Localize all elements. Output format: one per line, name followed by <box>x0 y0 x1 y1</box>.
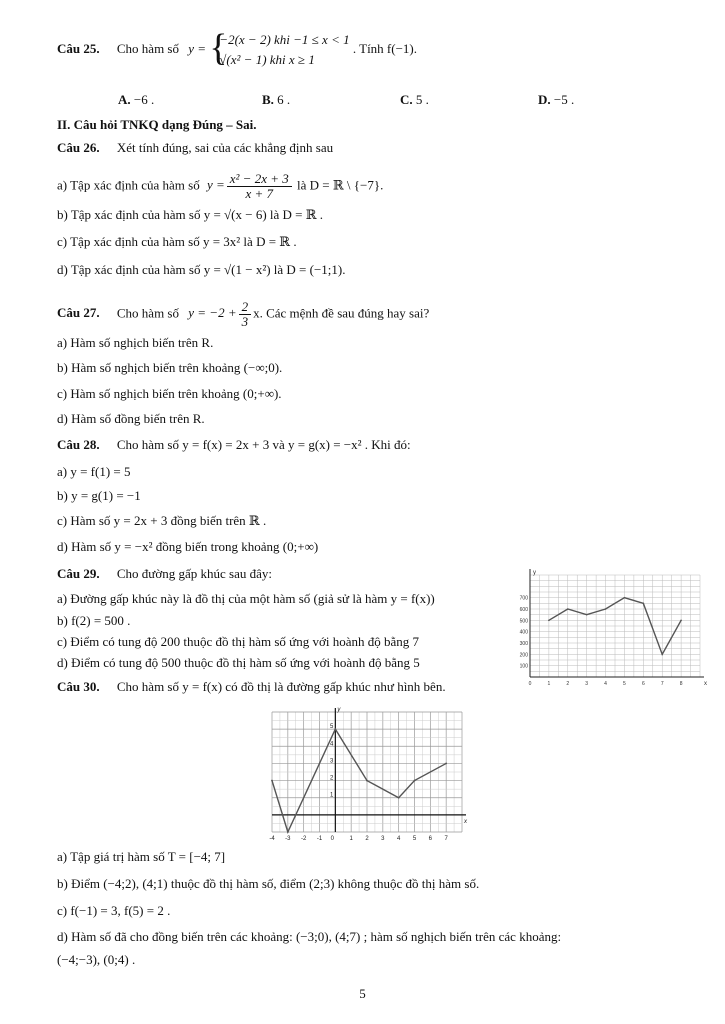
x-tick-label: 0 <box>528 681 532 687</box>
data-point <box>680 620 682 622</box>
q25-option-a: A. −6 . <box>118 92 155 107</box>
q28-label: Câu 28. <box>57 437 100 452</box>
x-tick-label: 4 <box>604 681 607 687</box>
q26-d: d) Tập xác định của hàm số y = √(1 − x²) là D = (−1;1). <box>57 262 346 277</box>
q29-line <box>57 566 272 582</box>
data-point <box>398 797 400 799</box>
q27-d: d) Hàm số đồng biến trên R. <box>57 411 205 426</box>
y-tick-label: 400 <box>519 629 528 636</box>
y-tick-label: 4 <box>329 741 334 748</box>
x-tick-label: -3 <box>285 836 291 842</box>
q28-line <box>57 437 411 453</box>
y-tick-label: 5 <box>329 724 334 731</box>
x-tick-label: -4 <box>269 836 275 842</box>
y-tick-label: 200 <box>519 652 528 659</box>
q26-intro: Xét tính đúng, sai của các khẳng định sau <box>116 140 334 155</box>
q30-line <box>57 679 446 695</box>
x-tick-label: 1 <box>547 681 551 687</box>
q30-c: c) f(−1) = 3, f(5) = 2 . <box>57 903 171 918</box>
x-tick-label: 2 <box>566 681 570 687</box>
x-tick-label: 0 <box>330 836 335 842</box>
q29-c: c) Điểm có tung độ 200 thuộc đồ thị hàm số ứng với hoành độ bằng 7 <box>57 634 419 649</box>
q27-fraction: $\frac{2}{3}$ <box>239 300 252 329</box>
q26-label: Câu 26. <box>57 140 100 155</box>
q26-line <box>57 140 333 156</box>
q25-label: Câu 25. <box>57 40 100 56</box>
q29-b: b) f(2) = 500 . <box>57 613 131 628</box>
q30-chart <box>264 704 472 842</box>
q28-a: a) y = f(1) = 5 <box>57 464 131 479</box>
q27-b: b) Hàm số nghịch biến trên khoảng (−∞;0). <box>57 360 283 375</box>
q30-b: b) Điểm (−4;2), (4;1) thuộc đồ thị hàm số, điểm (2;3) không thuộc đồ thị hàm số. <box>57 876 480 891</box>
y-tick-label: 700 <box>519 595 528 602</box>
q25-lhs: y = <box>188 40 207 56</box>
x-tick-label: 7 <box>444 836 448 842</box>
q25-line <box>57 27 417 70</box>
chart-background <box>264 704 472 842</box>
q29-chart <box>512 565 710 687</box>
q29-d: d) Điểm có tung độ 500 thuộc đồ thị hàm số ứng với hoành độ bằng 5 <box>57 655 420 670</box>
q27-a: a) Hàm số nghịch biến trên R. <box>57 335 214 350</box>
y-tick-label: 3 <box>329 758 334 765</box>
q28-b: b) y = g(1) = −1 <box>57 488 141 503</box>
data-point <box>414 780 416 782</box>
q30-d2: (−4;−3), (0;4) . <box>57 952 136 967</box>
y-tick-label: 500 <box>519 618 528 625</box>
x-tick-label: -1 <box>316 836 323 842</box>
x-axis-label: x <box>704 681 707 687</box>
q27-label: Câu 27. <box>57 305 100 321</box>
q27-line: Câu 27. Cho hàm số y = −2 + $\frac{2}{3}$ x. Các mệnh đề sau đúng hay sai? <box>57 299 430 329</box>
y-tick-label: 1 <box>329 792 334 799</box>
q27-c: c) Hàm số nghịch biến trên khoảng (0;+∞). <box>57 386 282 401</box>
q26-b: b) Tập xác định của hàm số y = √(x − 6) là D = ℝ . <box>57 207 324 222</box>
q25-option-b: B. 6 . <box>262 92 291 107</box>
q30-intro: Cho hàm số y = f(x) có đồ thị là đường gấp khúc như hình bên. <box>116 679 446 694</box>
q29-intro: Cho đường gấp khúc sau đây: <box>116 566 272 581</box>
data-point <box>624 597 626 599</box>
x-tick-label: 6 <box>641 681 645 687</box>
q25-option-d: D. −5 . <box>538 92 575 107</box>
x-tick-label: 3 <box>585 681 589 687</box>
x-tick-label: 2 <box>365 836 369 842</box>
q29-label: Câu 29. <box>57 566 100 581</box>
data-point <box>661 654 663 656</box>
x-tick-label: 5 <box>412 836 417 842</box>
section2-title: II. Câu hỏi TNKQ dạng Đúng – Sai. <box>57 117 257 132</box>
y-axis-label: y <box>533 570 536 576</box>
data-point <box>586 614 588 616</box>
q26-c: c) Tập xác định của hàm số y = 3x² là D = ℝ . <box>57 234 297 249</box>
x-tick-label: 5 <box>623 681 626 687</box>
q29-a: a) Đường gấp khúc này là đồ thị của một hàm số (giả sử là hàm y = f(x)) <box>57 591 435 606</box>
q30-a: a) Tập giá trị hàm số T = [−4; 7] <box>57 849 226 864</box>
q30-d1: d) Hàm số đã cho đồng biến trên các khoảng: (−3;0), (4;7) ; hàm số nghịch biến trên các khoảng: <box>57 929 562 944</box>
q25-piece1: −2(x − 2) khi −1 ≤ x < 1 <box>219 32 350 47</box>
x-tick-label: 6 <box>428 836 433 842</box>
y-tick-label: 2 <box>329 775 334 782</box>
x-tick-label: 1 <box>349 836 353 842</box>
y-axis-label: y <box>337 707 341 713</box>
data-point <box>643 603 645 605</box>
data-point <box>605 608 607 610</box>
q25-ask: . Tính f(−1). <box>352 40 417 56</box>
x-tick-label: -2 <box>300 836 307 842</box>
y-tick-label: 100 <box>519 663 528 670</box>
q25-option-c: C. 5 . <box>400 92 429 107</box>
q28-d: d) Hàm số y = −x² đồng biến trong khoảng (0;+∞) <box>57 539 319 554</box>
q25-piece2: √(x² − 1) khi x ≥ 1 <box>219 52 315 67</box>
data-point <box>366 780 368 782</box>
x-axis-label: x <box>464 818 467 825</box>
q26-a: a) Tập xác định của hàm số y = $\frac{\text{x² − 2x + 3}}{x + 7}$ là D = ℝ \ {−7}. <box>57 171 384 201</box>
q25-brace: { <box>209 27 228 69</box>
data-point <box>567 608 569 610</box>
data-point <box>548 620 550 622</box>
x-tick-label: 4 <box>396 836 401 842</box>
y-tick-label: 600 <box>519 607 528 613</box>
q27-intro: Cho hàm số <box>116 305 179 321</box>
data-point <box>334 728 336 730</box>
q26-a-fraction: $\frac{\text{x² − 2x + 3}}{x + 7}$ <box>227 172 292 201</box>
data-point <box>271 780 273 782</box>
q30-label: Câu 30. <box>57 679 100 694</box>
y-tick-label: 300 <box>519 641 528 647</box>
q28-c: c) Hàm số y = 2x + 3 đồng biến trên ℝ . <box>57 513 267 528</box>
data-point <box>445 763 447 765</box>
x-tick-label: 7 <box>660 681 664 687</box>
q25-options <box>0 92 725 108</box>
q28-intro: Cho hàm số y = f(x) = 2x + 3 và y = g(x) = −x² . Khi đó: <box>116 437 411 452</box>
q25-piecewise <box>209 27 350 70</box>
data-point <box>287 831 289 833</box>
q25-intro: Cho hàm số <box>116 40 179 56</box>
x-tick-label: 8 <box>679 681 683 687</box>
x-tick-label: 3 <box>381 836 385 842</box>
page-number: 5 <box>359 986 366 1001</box>
